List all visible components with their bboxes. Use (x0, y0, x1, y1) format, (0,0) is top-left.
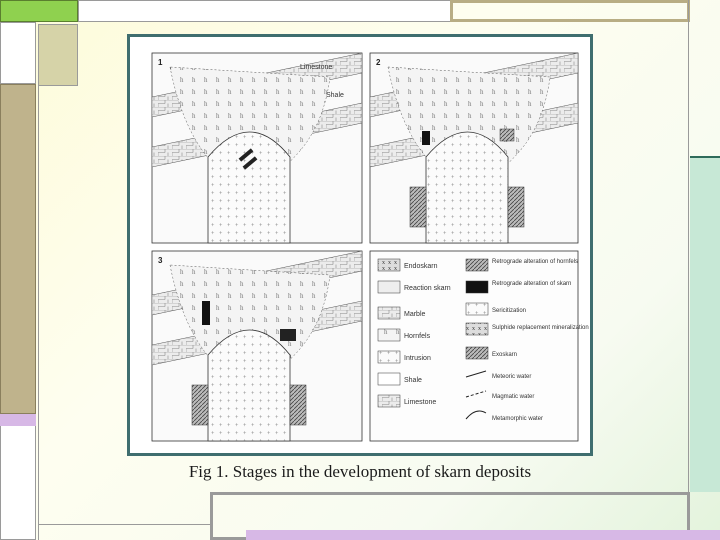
panel-3 (152, 251, 362, 441)
retrograde-hornfels-icon (466, 259, 488, 271)
hornfels-icon (378, 329, 400, 341)
legend-label-retrograde-hornfels: Retrograde alteration of hornfels (492, 259, 579, 265)
decor-tan-column (0, 84, 36, 414)
decor-olive-square (38, 24, 78, 86)
endoskarn-icon (378, 259, 400, 271)
legend-label-meteoric-water: Meteoric water (492, 374, 532, 380)
decor-white-square (0, 22, 36, 84)
skarn-figure (127, 34, 593, 456)
decor-lavender-strip (0, 414, 36, 426)
figure-caption: Fig 1. Stages in the development of skarn deposits (188, 462, 532, 481)
sulphide-icon (466, 323, 488, 335)
decor-bottom-lavender (246, 530, 720, 540)
legend-label-hornfels: Hornfels (404, 333, 431, 340)
legend-label-shale: Shale (404, 377, 422, 384)
limestone-label: Limestone (300, 64, 333, 71)
legend-label-marble: Marble (404, 311, 426, 318)
legend-label-retrograde-skarn: Retrograde alteration of skarn (492, 281, 572, 287)
decor-bottom-line (38, 524, 210, 525)
sericitization-icon (466, 303, 488, 315)
retrograde-skarn-icon (466, 281, 488, 293)
shale-icon (378, 373, 400, 385)
legend-label-reaction-skarn: Reaction skarn (404, 285, 451, 292)
intrusion-icon (378, 351, 400, 363)
panel-number-3: 3 (158, 256, 163, 265)
decor-mint-block (690, 156, 720, 492)
exoskarn-icon (466, 347, 488, 359)
decor-green-block (0, 0, 78, 22)
legend-label-sulphide: Sulphide replacement mineralization (492, 325, 589, 331)
legend-label-exoskarn: Exoskarn (492, 352, 518, 358)
panel-number-1: 1 (158, 58, 163, 67)
decor-left-column (0, 414, 36, 540)
legend-label-endoskarn: Endoskarn (404, 263, 438, 270)
marble-icon (378, 307, 400, 319)
legend-label-metamorphic-water: Metamorphic water (492, 416, 544, 422)
skarn-diagram (130, 37, 590, 453)
limestone-icon (378, 395, 400, 407)
legend-label-magmatic-water: Magmatic water (492, 394, 535, 400)
legend-label-limestone: Limestone (404, 399, 437, 406)
panel-1 (152, 53, 362, 243)
panel-number-2: 2 (376, 58, 381, 67)
legend-label-sericitization: Sericitization (492, 308, 527, 314)
decor-top-right-frame (450, 0, 690, 22)
legend-label-intrusion: Intrusion (404, 355, 431, 362)
shale-label: Shale (326, 92, 344, 99)
decor-left-line (38, 86, 39, 540)
reaction-skarn-icon (378, 281, 400, 293)
legend-panel (370, 251, 589, 441)
panel-2 (370, 53, 578, 243)
decor-top-bar (78, 0, 452, 22)
